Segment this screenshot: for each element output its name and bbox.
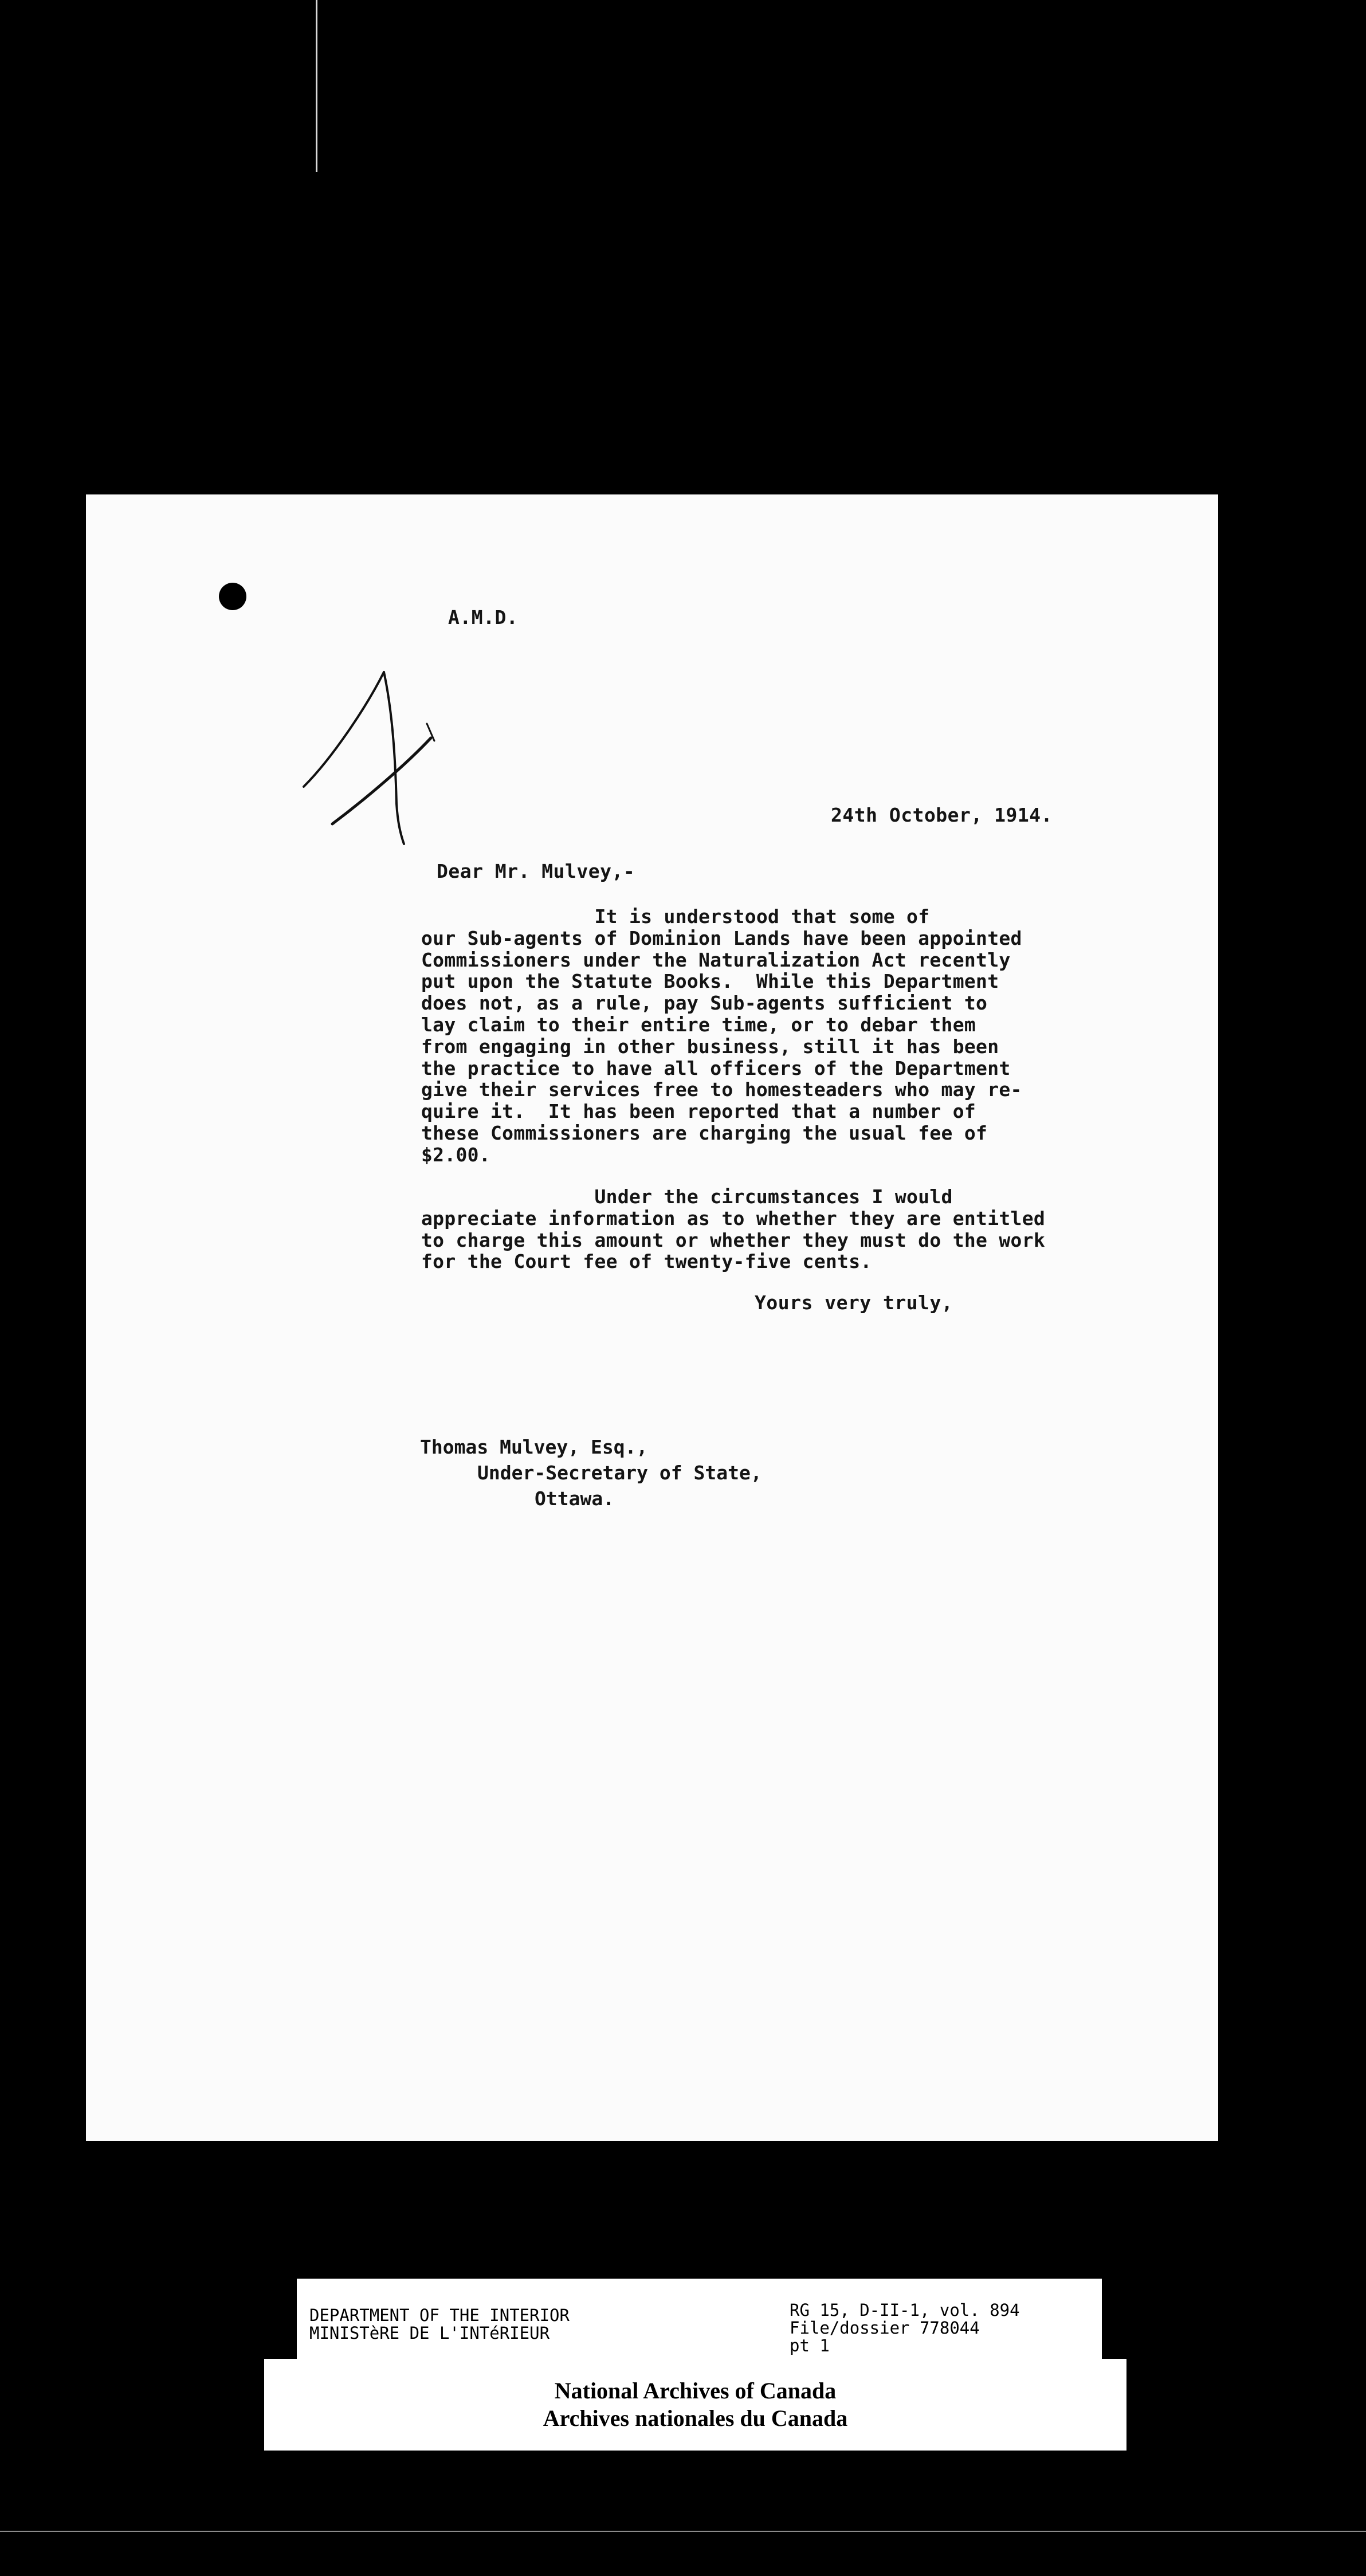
text-line: Under the circumstances I would [421, 1185, 953, 1208]
text-line: our Sub-agents of Dominion Lands have been appointed [421, 926, 1022, 949]
record-group: RG 15, D-II-1, vol. 894 [790, 2300, 1020, 2320]
text-line: for the Court fee of twenty-five cents. [421, 1250, 872, 1273]
archives-name-en: National Archives of Canada [554, 2378, 837, 2404]
addressee-block [420, 1434, 762, 1511]
text-line: from engaging in other business, still it has been [421, 1035, 999, 1058]
body-paragraph-1 [421, 906, 1022, 1166]
text-line: the practice to have all officers of the Department [421, 1057, 1011, 1079]
archives-name-fr: Archives nationales du Canada [543, 2405, 848, 2431]
text-line: lay claim to their entire time, or to debar them [421, 1013, 976, 1036]
text-line: quire it. It has been reported that a number of [421, 1100, 976, 1123]
text-line: give their services free to homesteaders who may re- [421, 1078, 1022, 1101]
archive-reference-label [297, 2279, 1102, 2363]
text-line: does not, as a rule, pay Sub-agents sufficient to [421, 992, 988, 1015]
archives-credit-label [264, 2359, 1126, 2451]
reference-initials: A.M.D. [448, 606, 519, 629]
salutation: Dear Mr. Mulvey,- [437, 860, 635, 882]
file-number: File/dossier 778044 [790, 2318, 980, 2338]
text-line: Commissioners under the Naturalization Act recently [421, 948, 1011, 971]
film-scratch [316, 0, 317, 172]
text-line: to charge this amount or whether they must do the work [421, 1228, 1046, 1251]
department-name-fr: MINISTèRE DE L'INTéRIEUR [309, 2323, 550, 2343]
text-line: put upon the Statute Books. While this Department [421, 970, 999, 993]
punch-hole [219, 583, 246, 610]
text-line: $2.00. [421, 1143, 491, 1166]
text-line: these Commissioners are charging the usual fee of [421, 1121, 988, 1144]
letter-page [86, 494, 1218, 2141]
body-paragraph-2 [421, 1186, 1045, 1273]
closing: Yours very truly, [755, 1291, 953, 1314]
text-line: It is understood that some of [421, 905, 930, 928]
addressee-name: Thomas Mulvey, Esq., [420, 1436, 648, 1458]
handwritten-file-mark [298, 666, 447, 850]
addressee-title: Under-Secretary of State, [477, 1462, 762, 1484]
text-line: appreciate information as to whether they are entitled [421, 1207, 1046, 1230]
file-part: pt 1 [790, 2336, 830, 2355]
addressee-city: Ottawa. [535, 1487, 615, 1510]
letter-date: 24th October, 1914. [831, 804, 1053, 826]
department-name-en: DEPARTMENT OF THE INTERIOR [309, 2306, 570, 2325]
film-edge-line [0, 2531, 1366, 2532]
